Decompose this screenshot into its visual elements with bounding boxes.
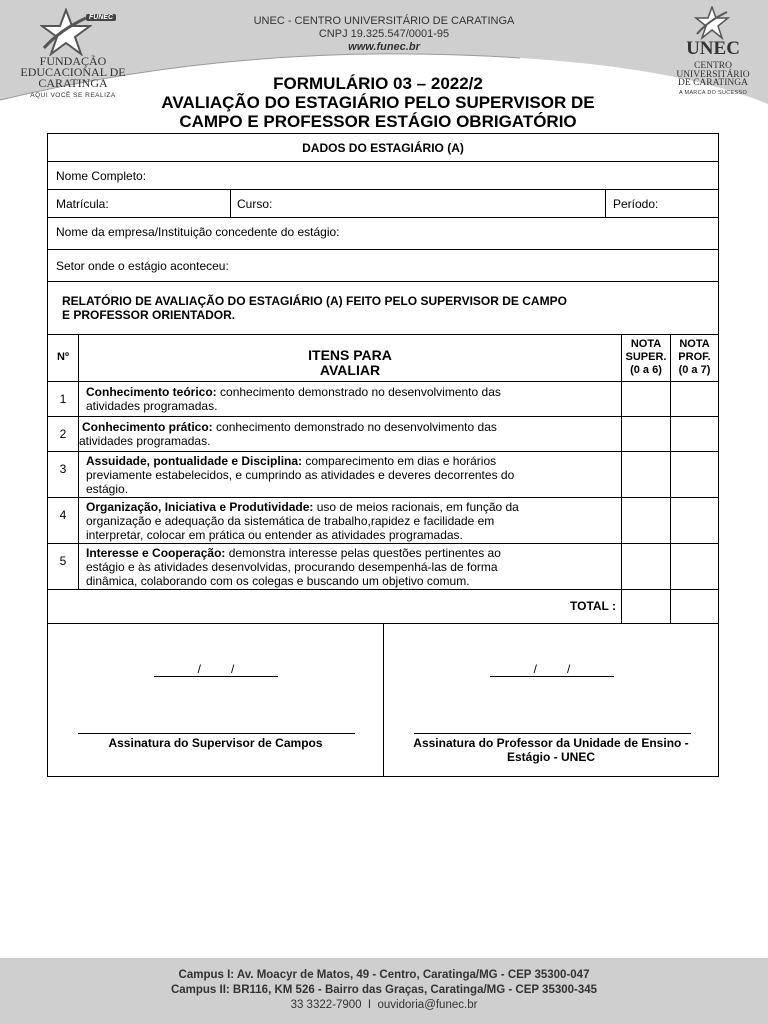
section-title: DADOS DO ESTAGIÁRIO (A) [302, 141, 464, 155]
supervisor-score-cell[interactable] [622, 544, 670, 589]
unec-subtitle: CENTRO UNIVERSITÁRIO DE CARATINGA [676, 61, 750, 88]
report-title: RELATÓRIO DE AVALIAÇÃO DO ESTAGIÁRIO (A) FEITO PELO SUPERVISOR DE CAMPO E PROFESSOR ORIENTADOR. [62, 294, 567, 322]
registration-row [48, 190, 718, 218]
divider [605, 190, 606, 217]
unec-name: UNEC [686, 38, 740, 59]
institution-name: UNEC - CENTRO UNIVERSITÁRIO DE CARATINGA [253, 15, 515, 27]
divider [78, 452, 79, 497]
professor-score-cell[interactable] [671, 544, 718, 589]
evaluation-form [47, 133, 719, 777]
total-row [48, 590, 718, 624]
professor-signature-label: Assinatura do Professor da Unidade de Ensino - Estágio - UNEC [413, 736, 689, 764]
full-name-row[interactable] [48, 162, 718, 190]
table-row [48, 382, 718, 417]
supervisor-score-cell[interactable] [622, 417, 670, 451]
professor-date-field[interactable]: / / [490, 662, 614, 677]
footer-text [0, 968, 768, 1013]
supervisor-total-cell[interactable] [622, 590, 670, 623]
foundation-name: FUNDAÇÃO EDUCACIONAL DE CARATINGA [20, 54, 126, 90]
number-header: Nº [57, 351, 69, 363]
items-header: ITENS PARA AVALIAR [308, 347, 392, 378]
professor-score-cell[interactable] [671, 417, 718, 451]
item-number: 1 [59, 392, 67, 406]
foundation-slogan: AQUI VOCÊ SE REALIZA [30, 92, 116, 99]
item-description: Organização, Iniciativa e Produtividade: uso de meios racionais, em função da organização e adequação da sistemática de trabalho,rapidez e facilidade em interpretar, colocar em prática ou entender as atividades programadas. [86, 500, 519, 542]
item-description: Conhecimento prático: conhecimento demonstrado no desenvolvimento das atividades programadas. [79, 420, 497, 448]
professor-score-header: NOTA PROF. (0 a 7) [678, 338, 711, 376]
report-title-row [48, 282, 718, 335]
professor-score-cell[interactable] [671, 498, 718, 543]
divider [78, 544, 79, 589]
professor-score-cell[interactable] [671, 382, 718, 416]
footer-campus1: Campus I: Av. Moacyr de Matos, 49 - Centro, Caratinga/MG - CEP 35300-047 [178, 969, 590, 981]
sector-label: Setor onde o estágio aconteceu: [56, 259, 229, 273]
period-label: Período: [613, 197, 659, 211]
item-number: 5 [59, 554, 67, 568]
supervisor-signature-line[interactable] [78, 723, 355, 734]
company-row[interactable] [48, 218, 718, 250]
divider [230, 190, 231, 217]
supervisor-score-cell[interactable] [622, 382, 670, 416]
professor-score-cell[interactable] [671, 452, 718, 497]
total-label: TOTAL : [570, 599, 616, 613]
table-row [48, 498, 718, 544]
registration-label: Matrícula: [56, 197, 109, 211]
form-title-line3: CAMPO E PROFESSOR ESTÁGIO OBRIGATÓRIO [179, 112, 577, 131]
item-description: Assuidade, pontualidade e Disciplina: comparecimento em dias e horários previamente estabelecidos, e cumprindo as atividades e deveres decorrentes do estágio. [86, 454, 515, 496]
company-label: Nome da empresa/Instituição concedente do estágio: [56, 225, 340, 239]
footer-campus2: Campus II: BR116, KM 526 - Bairro das Graças, Caratinga/MG - CEP 35300-345 [170, 984, 598, 996]
item-description: Interesse e Cooperação: demonstra interesse pelas questões pertinentes ao estágio e às atividades desenvolvidas, procurando desempenhá-las de forma dinâmica, colaborando com os colegas e buscando um objetivo comum. [86, 546, 501, 588]
course-label: Curso: [237, 197, 273, 211]
supervisor-score-cell[interactable] [622, 498, 670, 543]
sector-row[interactable] [48, 250, 718, 282]
form-title [100, 74, 656, 131]
footer-contact: 33 3322-7900 I ouvidoria@funec.br [290, 999, 478, 1011]
divider [78, 498, 79, 543]
funec-badge: FUNEC [86, 14, 116, 21]
institution-info [200, 15, 568, 54]
unec-slogan: A MARCA DO SUCESSO [678, 90, 748, 96]
item-number: 2 [59, 427, 67, 441]
institution-cnpj: CNPJ 19.325.547/0001-95 [318, 28, 450, 40]
star-icon [40, 8, 92, 56]
section-title-row [48, 134, 718, 162]
footer-band [0, 958, 768, 1024]
full-name-label: Nome Completo: [56, 169, 147, 183]
item-number: 3 [59, 462, 67, 476]
form-title-line2: AVALIAÇÃO DO ESTAGIÁRIO PELO SUPERVISOR DE [161, 93, 595, 112]
institution-website: www.funec.br [348, 41, 420, 53]
table-row [48, 452, 718, 498]
table-row [48, 544, 718, 590]
table-header-row [48, 335, 718, 382]
star-icon [694, 6, 730, 40]
table-row [48, 417, 718, 452]
professor-signature-line[interactable] [414, 723, 691, 734]
item-number: 4 [59, 508, 67, 522]
signatures-section [48, 624, 718, 776]
supervisor-score-header: NOTA SUPER. (0 a 6) [625, 338, 667, 376]
supervisor-date-field[interactable]: / / [154, 662, 278, 677]
unec-logo [660, 6, 766, 98]
professor-total-cell[interactable] [671, 590, 718, 623]
supervisor-signature-label: Assinatura do Supervisor de Campos [108, 736, 323, 750]
supervisor-score-cell[interactable] [622, 452, 670, 497]
divider [78, 382, 79, 416]
item-description: Conhecimento teórico: conhecimento demonstrado no desenvolvimento das atividades programadas. [86, 385, 501, 413]
form-title-line1: FORMULÁRIO 03 – 2022/2 [273, 74, 483, 93]
